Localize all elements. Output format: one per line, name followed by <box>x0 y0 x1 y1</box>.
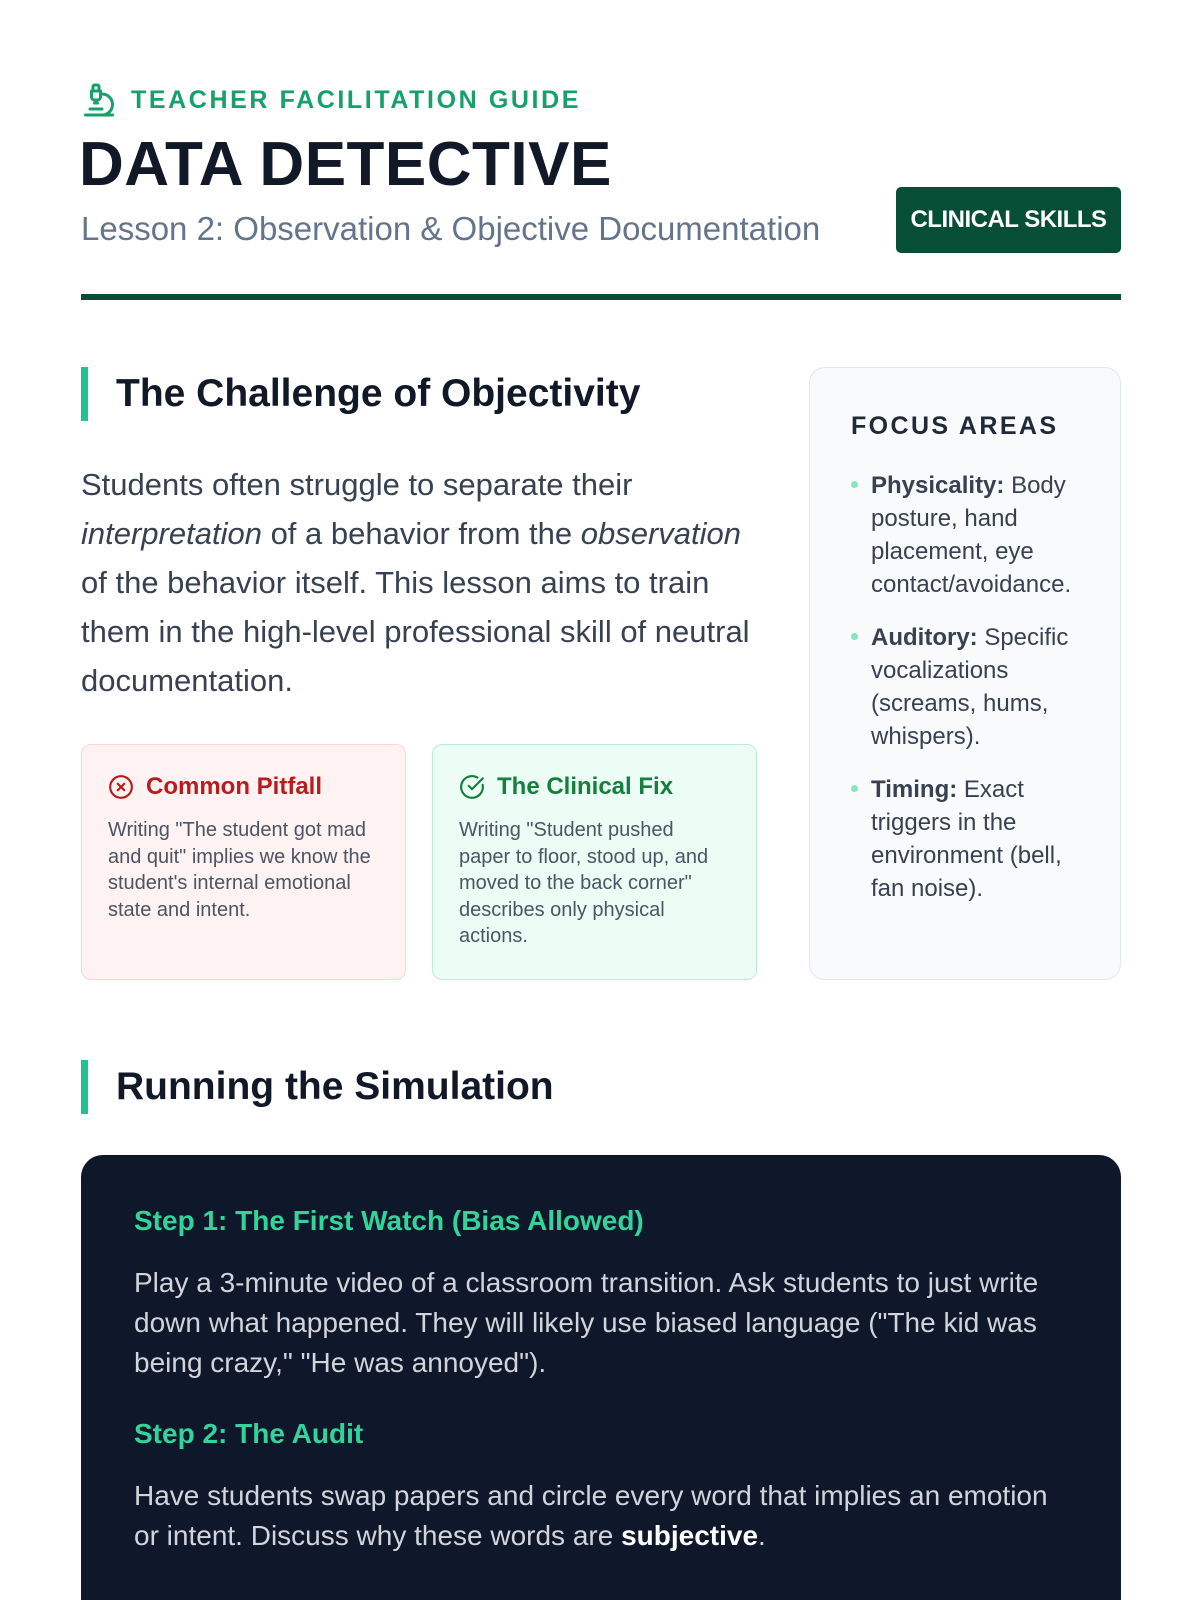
step-2-body-emphasis: subjective <box>621 1520 759 1551</box>
step-2-body-end: . <box>758 1520 766 1551</box>
focus-item-label: Auditory: <box>871 624 978 651</box>
section-heading-objectivity: The Challenge of Objectivity <box>81 367 640 421</box>
pitfall-card <box>81 744 406 980</box>
step-2-title: Step 2: The Audit <box>134 1418 364 1449</box>
focus-item-auditory <box>851 621 1094 753</box>
intro-text-1: Students often struggle to separate their <box>81 467 633 502</box>
focus-areas-list <box>851 469 1094 905</box>
microscope-icon <box>81 80 117 120</box>
section-heading-simulation: Running the Simulation <box>81 1060 554 1114</box>
intro-paragraph <box>81 460 761 705</box>
intro-text-3: of the behavior itself. This lesson aims to train them in the high-level professional skill of neutral documentation. <box>81 565 750 698</box>
fix-card <box>432 744 757 980</box>
pitfall-card-body: Writing "The student got mad and quit" implies we know the student's internal emotional state and intent. <box>108 819 371 921</box>
pitfall-card-title: Common Pitfall <box>146 773 323 800</box>
focus-item-label: Timing: <box>871 776 958 803</box>
simulation-steps-panel <box>81 1155 1121 1600</box>
fix-card-body: Writing "Student pushed paper to floor, stood up, and moved to the back corner" describes only physical actions. <box>459 819 709 947</box>
focus-item-label: Physicality: <box>871 472 1005 499</box>
step-2-body-text: Have students swap papers and circle every word that implies an emotion or intent. Discuss why these words are <box>134 1480 1048 1551</box>
focus-item-text: Exact triggers in the environment (bell, fan noise). <box>871 776 1062 902</box>
x-circle-icon <box>108 774 134 800</box>
step-2-body <box>134 1476 1068 1556</box>
category-badge: CLINICAL SKILLS <box>896 187 1121 253</box>
check-circle-icon <box>459 774 485 800</box>
step-1-body: Play a 3-minute video of a classroom transition. Ask students to just write down what happened. They will likely use biased language ("The kid was being crazy," "He was annoyed"). <box>134 1267 1039 1378</box>
guide-kicker <box>81 80 581 120</box>
page-subtitle: Lesson 2: Observation & Objective Documentation <box>81 210 821 247</box>
focus-item-text: Body posture, hand placement, eye contact/avoidance. <box>871 472 1072 598</box>
fix-card-title: The Clinical Fix <box>497 773 674 800</box>
intro-emphasis-observation: observation <box>580 516 742 551</box>
intro-text-2: of a behavior from the <box>261 516 581 551</box>
bullet-dot <box>851 785 858 792</box>
header-divider <box>81 294 1121 300</box>
step-1-title: Step 1: The First Watch (Bias Allowed) <box>134 1205 644 1236</box>
focus-item-text: Specific vocalizations (screams, hums, whispers). <box>871 624 1069 750</box>
focus-areas-title: FOCUS AREAS <box>851 412 1059 440</box>
fix-card-header <box>459 773 730 801</box>
bullet-dot <box>851 481 858 488</box>
pitfall-card-header <box>108 773 379 801</box>
page-title: DATA DETECTIVE <box>79 130 612 199</box>
focus-item-physicality <box>851 469 1094 601</box>
guide-kicker-label: TEACHER FACILITATION GUIDE <box>131 85 581 114</box>
focus-areas-panel <box>809 367 1121 980</box>
bullet-dot <box>851 633 858 640</box>
focus-item-timing <box>851 773 1094 905</box>
intro-emphasis-interpretation: interpretation <box>81 516 262 551</box>
